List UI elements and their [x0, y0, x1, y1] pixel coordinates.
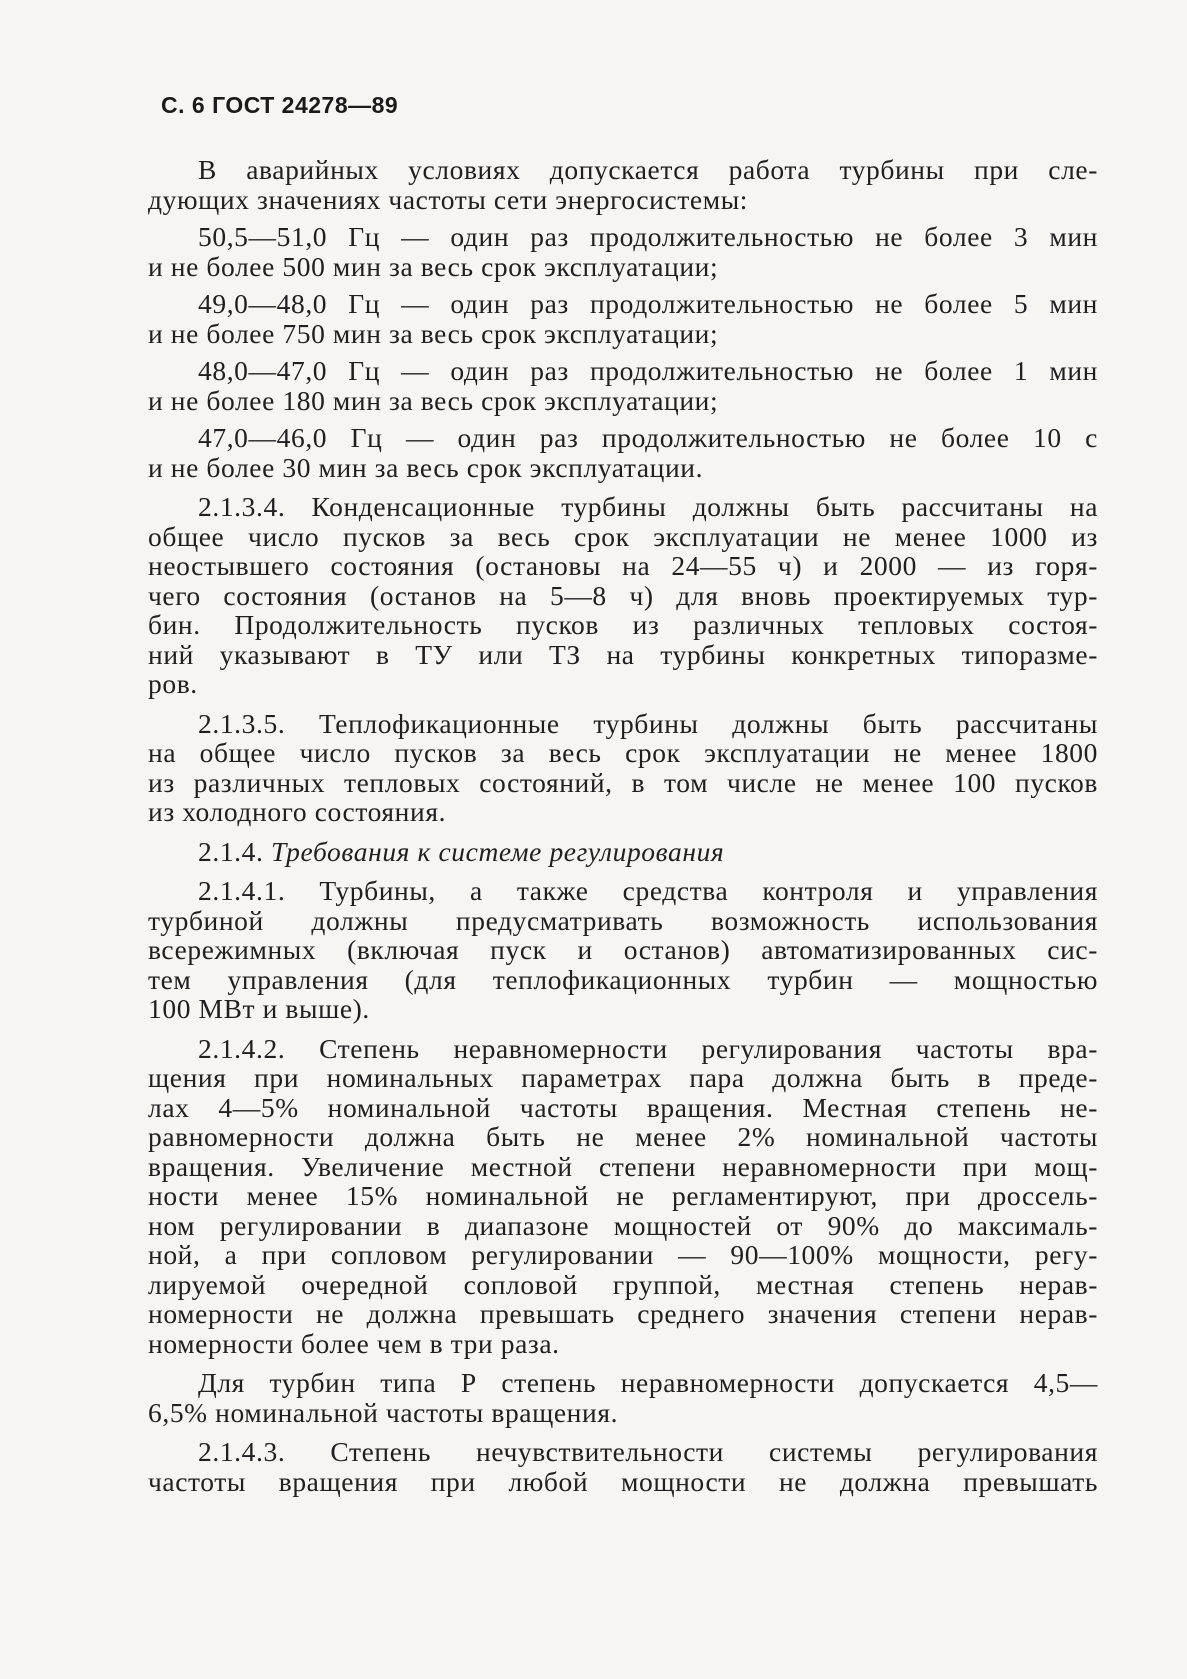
text-line: ний указывают в ТУ или ТЗ на турбины конкретных типоразме- [148, 638, 1098, 670]
page-label: С. 6 [161, 92, 206, 118]
document-body [148, 155, 1098, 1496]
text-line: лируемой очередной сопловой группой, местная степень нерав- [148, 1268, 1098, 1300]
text-line: 2.1.3.4. Конденсационные турбины должны быть рассчитаны на [198, 491, 1098, 522]
text-line: 100 МВт и выше). [148, 993, 370, 1024]
text-line: вращения. Увеличение местной степени неравномерности при мощ- [148, 1150, 1098, 1182]
doc-code: ГОСТ 24278—89 [212, 92, 399, 118]
text-line: общее число пусков за весь срок эксплуатации не менее 1000 из [148, 520, 1098, 552]
text-line: чего состояния (останов на 5—8 ч) для вновь проектируемых тур- [148, 579, 1098, 611]
text-line: щения при номинальных параметрах пара должна быть в преде- [148, 1062, 1098, 1093]
text-line [148, 837, 1098, 867]
section-heading-2-1-4 [148, 837, 1098, 867]
text-line: частоты вращения при любой мощности не должна превышать [148, 1465, 1098, 1497]
text-line: ности менее 15% номинальной не регламентируют, при дроссель- [148, 1180, 1098, 1211]
text-line: Для турбин типа Р степень неравномерности допускается 4,5— [198, 1367, 1098, 1398]
paragraph-frequency-range-1 [148, 222, 1098, 281]
section-title: Требования к системе регулирования [270, 835, 725, 867]
text-line: 47,0—46,0 Гц — один раз продолжительностью не более 10 с [198, 422, 1098, 453]
paragraph-frequency-range-4 [148, 423, 1098, 482]
paragraph-emergency-intro [148, 155, 1098, 214]
text-line: лах 4—5% номинальной частоты вращения. Местная степень не- [148, 1091, 1098, 1123]
text-line: 48,0—47,0 Гц — один раз продолжительностью не более 1 мин [198, 355, 1098, 386]
text-line: из холодного состояния. [148, 796, 447, 827]
text-line: всережимных (включая пуск и останов) автоматизированных сис- [148, 934, 1098, 965]
text-line: 50,5—51,0 Гц — один раз продолжительностью не более 3 мин [198, 221, 1098, 252]
paragraph-2-1-4-2 [148, 1034, 1098, 1359]
text-line: на общее число пусков за весь срок эксплуатации не менее 1800 [148, 737, 1098, 768]
paragraph-type-p-turbines [148, 1368, 1098, 1427]
paragraph-frequency-range-3 [148, 356, 1098, 415]
text-line: номерности более чем в три раза. [148, 1327, 560, 1359]
text-line: и не более 750 мин за весь срок эксплуатации; [148, 317, 719, 349]
text-line: бин. Продолжительность пусков из различных тепловых состоя- [148, 609, 1098, 640]
section-number: 2.1.4. [198, 835, 264, 867]
text-line: номерности не должна превышать среднего значения степени нерав- [148, 1298, 1098, 1329]
page-header [161, 92, 398, 119]
paragraph-frequency-range-2 [148, 289, 1098, 348]
text-line: и не более 180 мин за весь срок эксплуатации; [148, 384, 719, 416]
text-line: В аварийных условиях допускается работа турбины при сле- [198, 154, 1098, 185]
text-line: равномерности должна быть не менее 2% номинальной частоты [148, 1121, 1098, 1152]
text-line: тем управления (для теплофикационных турбин — мощностью [148, 963, 1098, 995]
paragraph-2-1-4-3 [148, 1437, 1098, 1496]
text-line: 49,0—48,0 Гц — один раз продолжительностью не более 5 мин [198, 288, 1098, 319]
text-line: и не более 30 мин за весь срок эксплуатации. [148, 451, 704, 483]
text-line: 2.1.4.2. Степень неравномерности регулирования частоты вра- [198, 1032, 1098, 1064]
text-line: ной, а при сопловом регулировании — 90—100% мощности, регу- [148, 1239, 1098, 1270]
text-line: ров. [148, 668, 198, 699]
text-line: из различных тепловых состояний, в том числе не менее 100 пусков [148, 766, 1098, 798]
text-line: турбиной должны предусматривать возможность использования [148, 904, 1098, 936]
text-line: 6,5% номинальной частоты вращения. [148, 1396, 619, 1428]
text-line: ном регулировании в диапазоне мощностей от 90% до максималь- [148, 1209, 1098, 1241]
paragraph-2-1-3-5 [148, 709, 1098, 827]
text-line: неостывшего состояния (остановы на 24—55 ч) и 2000 — из горя- [148, 550, 1098, 581]
text-line: и не более 500 мин за весь срок эксплуатации; [148, 250, 719, 282]
text-line: 2.1.4.3. Степень нечувствительности системы регулирования [198, 1436, 1098, 1467]
text-line: 2.1.4.1. Турбины, а также средства контроля и управления [198, 875, 1098, 906]
paragraph-2-1-3-4 [148, 492, 1098, 699]
text-line: 2.1.3.5. Теплофикационные турбины должны быть рассчитаны [198, 707, 1098, 739]
paragraph-2-1-4-1 [148, 876, 1098, 1024]
text-line: дующих значениях частоты сети энергосистемы: [148, 183, 749, 215]
